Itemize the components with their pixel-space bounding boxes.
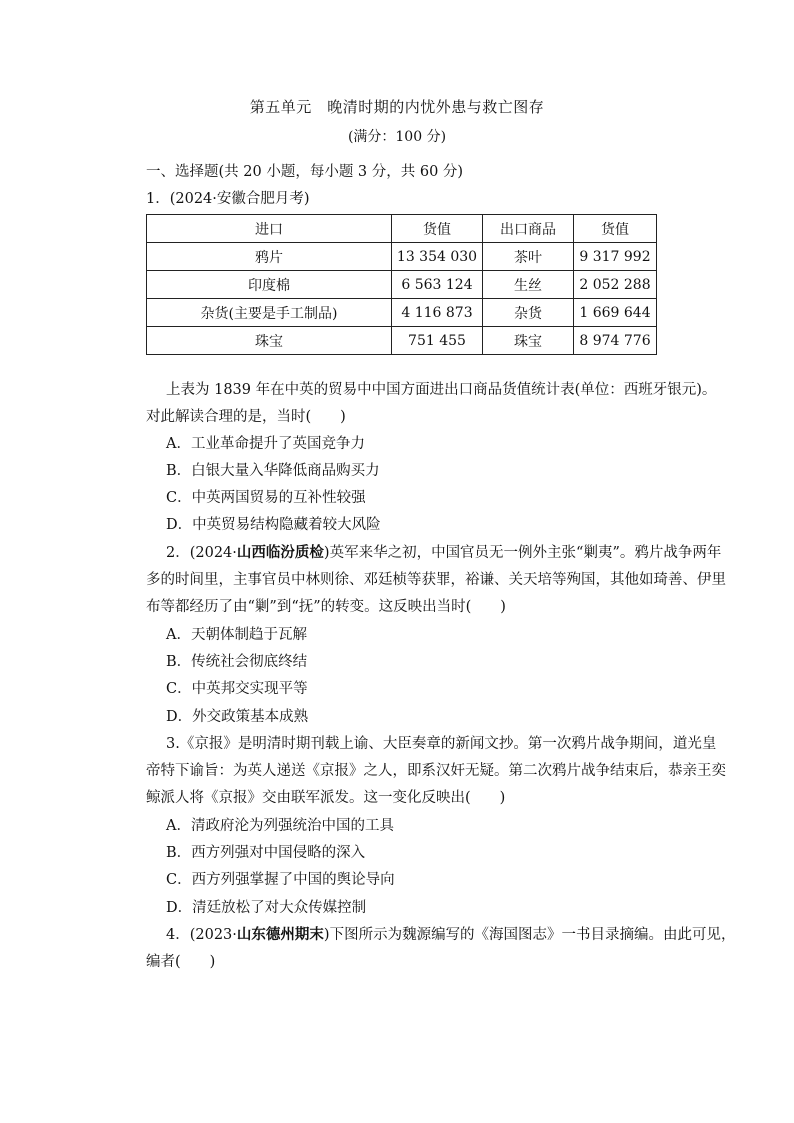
- q4-stem-line: [166, 923, 736, 944]
- q3-stem-line: 鲸派人将《京报》交由联军派发。这一变化反映出( ): [146, 790, 506, 806]
- q4-text: )下图所示为魏源编写的《海国图志》一书目录摘编。由此可见，: [323, 927, 736, 943]
- q3-option-c: C．西方列强掌握了中国的舆论导向: [166, 872, 395, 888]
- q1-stem-line: 上表为 1839 年在中英的贸易中中国方面进出口商品货值统计表(单位：西班牙银元)。: [166, 382, 717, 398]
- table-cell: 8 974 776: [574, 327, 657, 355]
- q3-stem-line: 帝特下谕旨：为英人递送《京报》之人，即系汉奸无疑。第二次鸦片战争结束后，恭亲王奕: [146, 763, 726, 779]
- q2-prefix: 2．(2024·: [166, 545, 237, 561]
- q2-option-b: B．传统社会彻底终结: [166, 654, 308, 670]
- q2-option-c: C．中英邦交实现平等: [166, 681, 308, 697]
- table-cell: 杂货: [483, 299, 574, 327]
- table-row: [147, 243, 657, 271]
- q1-option-d: D．中英贸易结构隐藏着较大风险: [166, 517, 381, 533]
- table-cell: 4 116 873: [392, 299, 483, 327]
- table-header: 出口商品: [483, 215, 574, 243]
- page-title: 第五单元 晚清时期的内忧外患与救亡图存: [249, 98, 545, 116]
- table-header: 货值: [574, 215, 657, 243]
- q1-stem-line: 对此解读合理的是，当时( ): [146, 409, 346, 425]
- table-cell: 印度棉: [147, 271, 392, 299]
- q2-option-a: A．天朝体制趋于瓦解: [166, 627, 307, 643]
- q1-option-a: A．工业革命提升了英国竞争力: [166, 436, 365, 452]
- trade-table: [146, 214, 657, 355]
- table-header-row: [147, 215, 657, 243]
- table-cell: 2 052 288: [574, 271, 657, 299]
- q4-source: 山东德州期末: [236, 926, 324, 943]
- table-cell: 茶叶: [483, 243, 574, 271]
- table-cell: 鸦片: [147, 243, 392, 271]
- q2-source: 山西临汾质检: [236, 544, 324, 561]
- table-cell: 13 354 030: [392, 243, 483, 271]
- table-cell: 6 563 124: [392, 271, 483, 299]
- q2-text: )英军来华之初，中国官员无一例外主张“剿夷”。鸦片战争两年: [323, 545, 722, 561]
- q4-prefix: 4．(2023·: [166, 927, 237, 943]
- table-cell: 751 455: [392, 327, 483, 355]
- q2-stem-line: [166, 541, 721, 562]
- q2-stem-line: 多的时间里，主事官员中林则徐、邓廷桢等获罪，裕谦、关天培等殉国，其他如琦善、伊里: [146, 572, 726, 588]
- q4-stem-line: 编者( ): [146, 954, 216, 970]
- q3-option-d: D．清廷放松了对大众传媒控制: [166, 900, 367, 916]
- q1-option-c: C．中英两国贸易的互补性较强: [166, 490, 366, 506]
- q3-option-a: A．清政府沦为列强统治中国的工具: [166, 818, 394, 834]
- score-note: (满分：100 分): [347, 129, 447, 145]
- table-row: [147, 299, 657, 327]
- table-cell: 生丝: [483, 271, 574, 299]
- table-cell: 9 317 992: [574, 243, 657, 271]
- table-row: [147, 327, 657, 355]
- table-header: 货值: [392, 215, 483, 243]
- q1-option-b: B．白银大量入华降低商品购买力: [166, 463, 380, 479]
- q2-stem-line: 布等都经历了由“剿”到“抚”的转变。这反映出当时( ): [146, 599, 506, 615]
- table-cell: 杂货(主要是手工制品): [147, 299, 392, 327]
- table-cell: 珠宝: [147, 327, 392, 355]
- table-header: 进口: [147, 215, 392, 243]
- q2-option-d: D．外交政策基本成熟: [166, 709, 309, 725]
- q3-stem-line: 3.《京报》是明清时期刊载上谕、大臣奏章的新闻文抄。第一次鸦片战争期间，道光皇: [166, 736, 717, 752]
- q3-option-b: B．西方列强对中国侵略的深入: [166, 845, 366, 861]
- section-heading: 一、选择题(共 20 小题，每小题 3 分，共 60 分): [146, 164, 464, 180]
- table-cell: 珠宝: [483, 327, 574, 355]
- q1-label: 1．(2024·安徽合肥月考): [146, 191, 310, 207]
- table-cell: 1 669 644: [574, 299, 657, 327]
- table-row: [147, 271, 657, 299]
